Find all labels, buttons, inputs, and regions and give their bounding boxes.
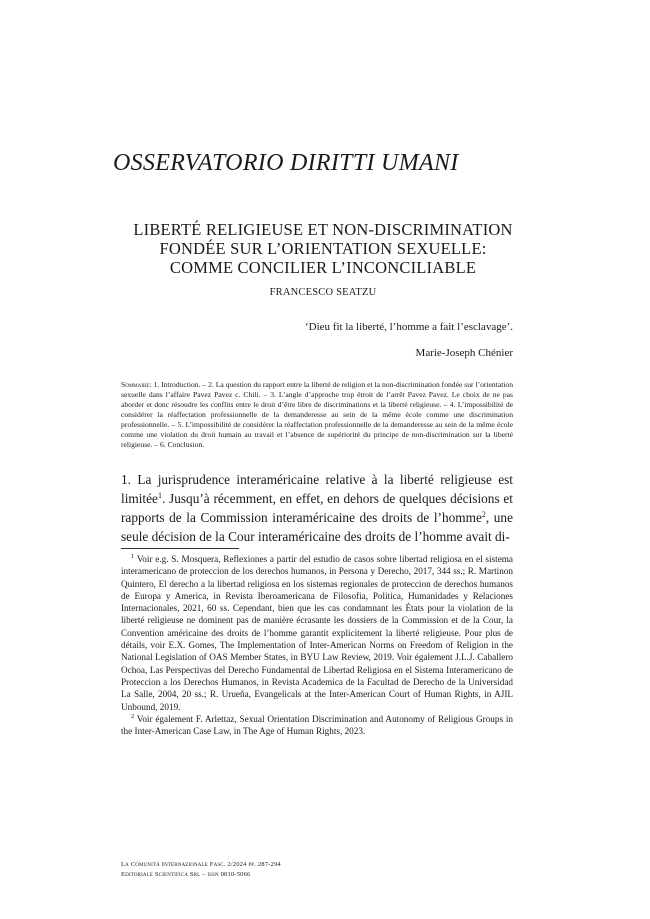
article-title-line-1: LIBERTÉ RELIGIEUSE ET NON-DISCRIMINATION <box>133 220 513 239</box>
footnote-1 <box>121 553 513 713</box>
footnote-2 <box>121 713 513 738</box>
summary-text: 1. Introduction. – 2. La question du rapport entre la liberté de religion et la non-discrimination fondée sur l’orientation sexuelle dans l’affaire Pavez Pavez c. Chili. – 3. L’angle d’approche trop étroit de l’arrêt Pavez Pavez. Le choix de ne pas aborder et donc résoudre les conflits entre le droit d’être libre de discriminations et la liberté religieuse. – 4. L’impossibilité de considérer la réaffectation professionnelle de la demanderesse au sein de la même école comme une discrimination professionnelle. – 5. L’impossibilité de considérer la réaffectation professionnelle de la demanderesse au sein de la même école comme une violation du droit humain au travail et l’absence de supériorité du principe de non-discrimination sur la liberté religieuse. – 6. Conclusion. <box>121 380 514 449</box>
journal-citation: La Comunità Internazionale Fasc. 2/2024 pp. 287-294 <box>121 861 281 868</box>
article-title-line-3: COMME CONCILIER L’INCONCILIABLE <box>169 258 477 277</box>
body-paragraph <box>121 470 513 546</box>
footnote-ref-2[interactable]: 2 <box>481 510 486 519</box>
body-text-part-3: , une seule décision de la Cour interaméricaine des droits de l’homme avait di- <box>121 510 513 544</box>
summary-label: Sommaire: <box>121 380 152 389</box>
body-text-part-1: 1. La jurisprudence interaméricaine relative à la liberté religieuse est limitée <box>121 472 513 506</box>
article-title <box>113 220 533 277</box>
footnote-ref-1[interactable]: 1 <box>157 491 162 500</box>
footnote-marker-2: 2 <box>131 712 135 720</box>
footnote-2-text: Voir également F. Arlettaz, Sexual Orientation Discrimination and Autonomy of Religious Groups in the Inter-American Case Law, in The Age of Human Rights, 2023. <box>121 713 513 737</box>
page-footer <box>121 860 513 879</box>
footnote-marker-1: 1 <box>131 553 135 560</box>
section-title: OSSERVATORIO DIRITTI UMANI <box>113 150 459 176</box>
publisher-line: Editoriale Scientifica Srl – issn 0010-5066 <box>121 870 251 878</box>
epigraph-attribution: Marie-Joseph Chénier <box>415 347 513 359</box>
body-text-part-2: . Jusqu’à récemment, en effet, en dehors de quelques décisions et rapports de la Commission interaméricaine des droits de l’homme <box>121 491 513 525</box>
author-name: FRANCESCO SEATZU <box>269 287 377 298</box>
footnotes <box>121 553 513 737</box>
footnote-1-text: Voir e.g. S. Mosquera, Reflexiones a partir del estudio de casos sobre libertad religiosa en el sistema interamericano de proteccion de los derechos humanos, in Persona y Derecho, 2017, 344 ss.; R. Martinon Quintero, El derecho a la libertad religiosa en los sistemas regionales de proteccion de derechos humanos de Europa y America, in Revista Iberoamericana de Filosofia, Politica, Humanidades y Relaciones Internacionales, 2021, 60 ss. Cependant, bien que les cas condamnant les États pour la violation de la liberté religieuse ne dominent pas de manière écrasante les dossiers de la Commission et de la Cour, la Convention américaine des droits de l’homme garantit explicitement la liberté religieuse. Pour plus de détails, voir E.X. Gomes, The Implementation of Inter-American Norms on Freedom of Religion in the National Legislation of OAS Member States, in BYU Law Review, 2019. Voir également J.L.J. Caballero Ochoa, Las Perspectivas del Derecho Fundamental de Libertad Religiosa en el Sistema Interamericano de Proteccion a los Derechos Humanos, in Revista Academica de la Facultad de Derecho de la Universidad La Salle, 2004, 20 ss.; R. Urueña, Evangelicals at the Inter-American Court of Human Rights, in AJIL Unbound, 2019. <box>121 554 513 712</box>
article-title-line-2: FONDÉE SUR L’ORIENTATION SEXUELLE: <box>159 239 487 258</box>
summary-block <box>121 380 513 450</box>
epigraph-quote: ‘Dieu fit la liberté, l’homme a fait l’esclavage’. <box>305 321 513 333</box>
footnote-divider <box>121 548 239 549</box>
